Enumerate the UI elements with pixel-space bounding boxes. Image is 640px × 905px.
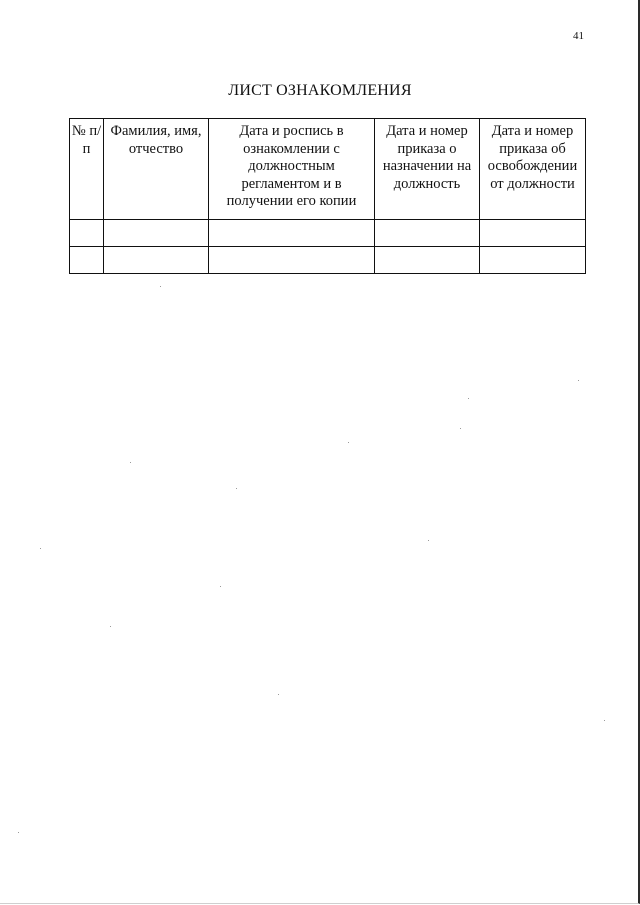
scan-speck [578, 380, 579, 381]
scan-speck [278, 694, 279, 695]
table-cell [480, 247, 586, 274]
scan-speck [18, 832, 19, 833]
scan-speck [468, 398, 469, 399]
scan-speck [110, 626, 111, 627]
table-row [70, 220, 586, 247]
table-cell [104, 220, 209, 247]
scan-speck [220, 586, 221, 587]
column-header-appointment-order: Дата и номер приказа о назначении на должность [375, 119, 480, 220]
table-cell [70, 220, 104, 247]
scan-speck [160, 286, 161, 287]
scan-speck [236, 488, 237, 489]
scan-speck [604, 720, 605, 721]
page-number: 41 [573, 30, 584, 42]
table-cell [375, 247, 480, 274]
scan-speck [130, 462, 131, 463]
column-header-number: № п/п [70, 119, 104, 220]
table-cell [209, 247, 375, 274]
acknowledgement-table [69, 118, 586, 274]
column-header-dismissal-order: Дата и номер приказа об освобождении от должности [480, 119, 586, 220]
scan-speck [348, 442, 349, 443]
table-row [70, 247, 586, 274]
table-cell [209, 220, 375, 247]
scan-speck [428, 540, 429, 541]
table-header-row [70, 119, 586, 220]
table-cell [480, 220, 586, 247]
document-title: ЛИСТ ОЗНАКОМЛЕНИЯ [228, 82, 412, 99]
column-header-signature-date: Дата и роспись в ознакомлении с должностным регламентом и в получении его копии [209, 119, 375, 220]
table-cell [70, 247, 104, 274]
column-header-full-name: Фамилия, имя, отчество [104, 119, 209, 220]
table-cell [375, 220, 480, 247]
table-cell [104, 247, 209, 274]
scan-speck [40, 548, 41, 549]
scan-speck [460, 428, 461, 429]
